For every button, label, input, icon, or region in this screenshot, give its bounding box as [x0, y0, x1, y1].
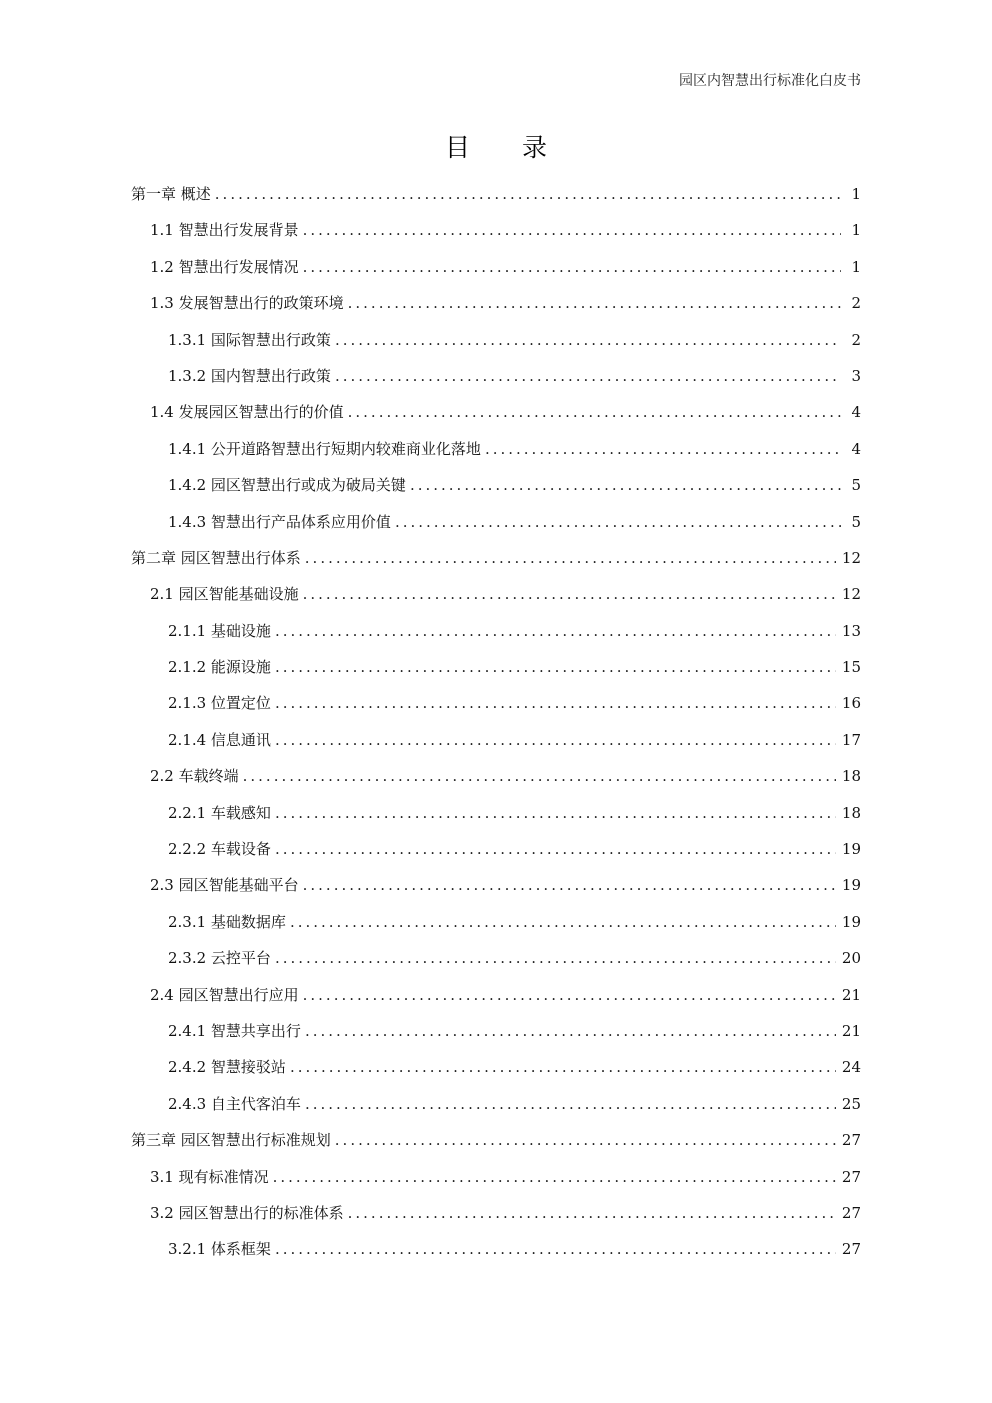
- toc-entry[interactable]: [131, 795, 861, 831]
- toc-entry-label: 2.4.1 智慧共享出行: [168, 1021, 301, 1040]
- toc-entry-label: 1.4.3 智慧出行产品体系应用价值: [168, 512, 391, 531]
- toc-dot-leader: [303, 212, 841, 248]
- toc-entry-page-number: 21: [841, 1021, 861, 1040]
- toc-entry[interactable]: [131, 867, 861, 903]
- toc-dot-leader: [348, 394, 841, 430]
- toc-entry[interactable]: [131, 1195, 861, 1231]
- toc-dot-leader: [305, 1013, 836, 1049]
- toc-dot-leader: [335, 358, 841, 394]
- toc-entry-page-number: 27: [841, 1203, 861, 1222]
- toc-entry-label: 1.4 发展园区智慧出行的价值: [150, 403, 344, 422]
- toc-entry-page-number: 13: [841, 621, 861, 640]
- toc-entry[interactable]: [131, 977, 861, 1013]
- toc-entry-label: 3.2 园区智慧出行的标准体系: [150, 1203, 344, 1222]
- toc-dot-leader: [410, 467, 841, 503]
- toc-entry-page-number: 19: [841, 912, 861, 931]
- toc-entry-label: 2.2.2 车载设备: [168, 840, 271, 859]
- toc-entry[interactable]: [131, 1159, 861, 1195]
- toc-entry-label: 2.1.1 基础设施: [168, 621, 271, 640]
- toc-entry[interactable]: [131, 212, 861, 248]
- toc-dot-leader: [215, 176, 841, 212]
- toc-dot-leader: [275, 940, 836, 976]
- toc-dot-leader: [275, 795, 836, 831]
- toc-entry[interactable]: [131, 1086, 861, 1122]
- toc-entry[interactable]: [131, 358, 861, 394]
- toc-dot-leader: [303, 249, 841, 285]
- toc-entry-page-number: 2: [851, 294, 861, 313]
- toc-entry-page-number: 12: [841, 585, 861, 604]
- toc-entry-label: 1.3.2 国内智慧出行政策: [168, 366, 331, 385]
- toc-entry-label: 1.2 智慧出行发展情况: [150, 257, 299, 276]
- toc-entry-page-number: 27: [841, 1240, 861, 1259]
- toc-entry[interactable]: [131, 649, 861, 685]
- toc-entry-label: 2.3.2 云控平台: [168, 949, 271, 968]
- toc-dot-leader: [305, 1086, 836, 1122]
- toc-entry-page-number: 25: [841, 1094, 861, 1113]
- toc-dot-leader: [275, 685, 836, 721]
- toc-entry[interactable]: [131, 467, 861, 503]
- toc-entry-label: 2.4.3 自主代客泊车: [168, 1094, 301, 1113]
- toc-entry[interactable]: [131, 1122, 861, 1158]
- toc-entry-label: 第三章 园区智慧出行标准规划: [131, 1131, 331, 1150]
- toc-entry-label: 1.4.2 园区智慧出行或成为破局关键: [168, 476, 406, 495]
- toc-entry-label: 2.1.4 信息通讯: [168, 730, 271, 749]
- toc-entry-page-number: 18: [841, 803, 861, 822]
- toc-entry[interactable]: [131, 722, 861, 758]
- toc-dot-leader: [395, 504, 841, 540]
- toc-entry-page-number: 19: [841, 876, 861, 895]
- toc-entry-page-number: 17: [841, 730, 861, 749]
- toc-entry-label: 第一章 概述: [131, 185, 211, 203]
- toc-entry-label: 1.3.1 国际智慧出行政策: [168, 330, 331, 349]
- toc-entry-page-number: 5: [851, 476, 861, 495]
- toc-entry-label: 3.1 现有标准情况: [150, 1167, 269, 1186]
- toc-entry-label: 2.2 车载终端: [150, 767, 239, 786]
- toc-entry[interactable]: [131, 249, 861, 285]
- toc-entry-label: 2.2.1 车载感知: [168, 803, 271, 822]
- toc-dot-leader: [335, 1122, 836, 1158]
- toc-entry-page-number: 12: [841, 548, 861, 567]
- toc-entry[interactable]: [131, 540, 861, 576]
- toc-dot-leader: [305, 540, 836, 576]
- toc-entry-label: 1.1 智慧出行发展背景: [150, 221, 299, 240]
- toc-entry-page-number: 16: [841, 694, 861, 713]
- toc-entry[interactable]: [131, 758, 861, 794]
- toc-entry-page-number: 27: [841, 1131, 861, 1150]
- toc-entry-page-number: 1: [851, 257, 861, 276]
- toc-dot-leader: [485, 431, 841, 467]
- toc-entry[interactable]: [131, 1013, 861, 1049]
- toc-entry-page-number: 24: [841, 1058, 861, 1077]
- toc-entry-page-number: 4: [851, 439, 861, 458]
- toc-entry-page-number: 18: [841, 767, 861, 786]
- toc-dot-leader: [303, 867, 836, 903]
- toc-entry-label: 1.4.1 公开道路智慧出行短期内较难商业化落地: [168, 439, 481, 458]
- toc-entry[interactable]: [131, 431, 861, 467]
- toc-dot-leader: [303, 576, 836, 612]
- toc-dot-leader: [303, 977, 836, 1013]
- toc-dot-leader: [243, 758, 836, 794]
- toc-dot-leader: [275, 831, 836, 867]
- toc-entry-label: 2.1 园区智能基础设施: [150, 585, 299, 604]
- toc-entry-page-number: 20: [841, 949, 861, 968]
- toc-dot-leader: [275, 649, 836, 685]
- toc-dot-leader: [290, 904, 836, 940]
- toc-entry[interactable]: [131, 285, 861, 321]
- toc-entry[interactable]: [131, 176, 861, 212]
- page-title: 目 录: [445, 133, 569, 162]
- running-header: 园区内智慧出行标准化白皮书: [679, 73, 861, 89]
- toc-dot-leader: [348, 1195, 836, 1231]
- toc-entry-label: 2.3 园区智能基础平台: [150, 876, 299, 895]
- toc-entry-label: 3.2.1 体系框架: [168, 1240, 271, 1259]
- toc-entry[interactable]: [131, 576, 861, 612]
- toc-dot-leader: [348, 285, 841, 321]
- toc-entry[interactable]: [131, 322, 861, 358]
- toc-entry-page-number: 1: [851, 185, 861, 203]
- toc-entry-page-number: 3: [851, 366, 861, 385]
- toc-dot-leader: [290, 1049, 836, 1085]
- toc-entry[interactable]: [131, 613, 861, 649]
- toc-entry[interactable]: [131, 831, 861, 867]
- toc-entry-label: 第二章 园区智慧出行体系: [131, 548, 301, 567]
- toc-entry[interactable]: [131, 685, 861, 721]
- toc-dot-leader: [275, 1231, 836, 1267]
- toc-entry-page-number: 1: [851, 221, 861, 240]
- toc-dot-leader: [335, 322, 841, 358]
- table-of-contents: [131, 176, 861, 1268]
- toc-entry[interactable]: [131, 394, 861, 430]
- toc-entry[interactable]: [131, 504, 861, 540]
- toc-dot-leader: [275, 613, 836, 649]
- toc-entry-label: 2.4.2 智慧接驳站: [168, 1058, 286, 1077]
- toc-entry-page-number: 27: [841, 1167, 861, 1186]
- toc-entry-label: 2.3.1 基础数据库: [168, 912, 286, 931]
- toc-entry-label: 2.1.3 位置定位: [168, 694, 271, 713]
- toc-dot-leader: [275, 722, 836, 758]
- toc-entry-label: 2.4 园区智慧出行应用: [150, 985, 299, 1004]
- toc-entry-page-number: 2: [851, 330, 861, 349]
- toc-entry-label: 2.1.2 能源设施: [168, 658, 271, 677]
- toc-entry-page-number: 21: [841, 985, 861, 1004]
- toc-dot-leader: [273, 1159, 836, 1195]
- toc-entry-page-number: 15: [841, 658, 861, 677]
- toc-entry[interactable]: [131, 904, 861, 940]
- toc-entry-page-number: 19: [841, 840, 861, 859]
- toc-entry-page-number: 5: [851, 512, 861, 531]
- toc-entry-label: 1.3 发展智慧出行的政策环境: [150, 294, 344, 313]
- toc-entry[interactable]: [131, 940, 861, 976]
- toc-entry-page-number: 4: [851, 403, 861, 422]
- toc-entry[interactable]: [131, 1231, 861, 1267]
- toc-entry[interactable]: [131, 1049, 861, 1085]
